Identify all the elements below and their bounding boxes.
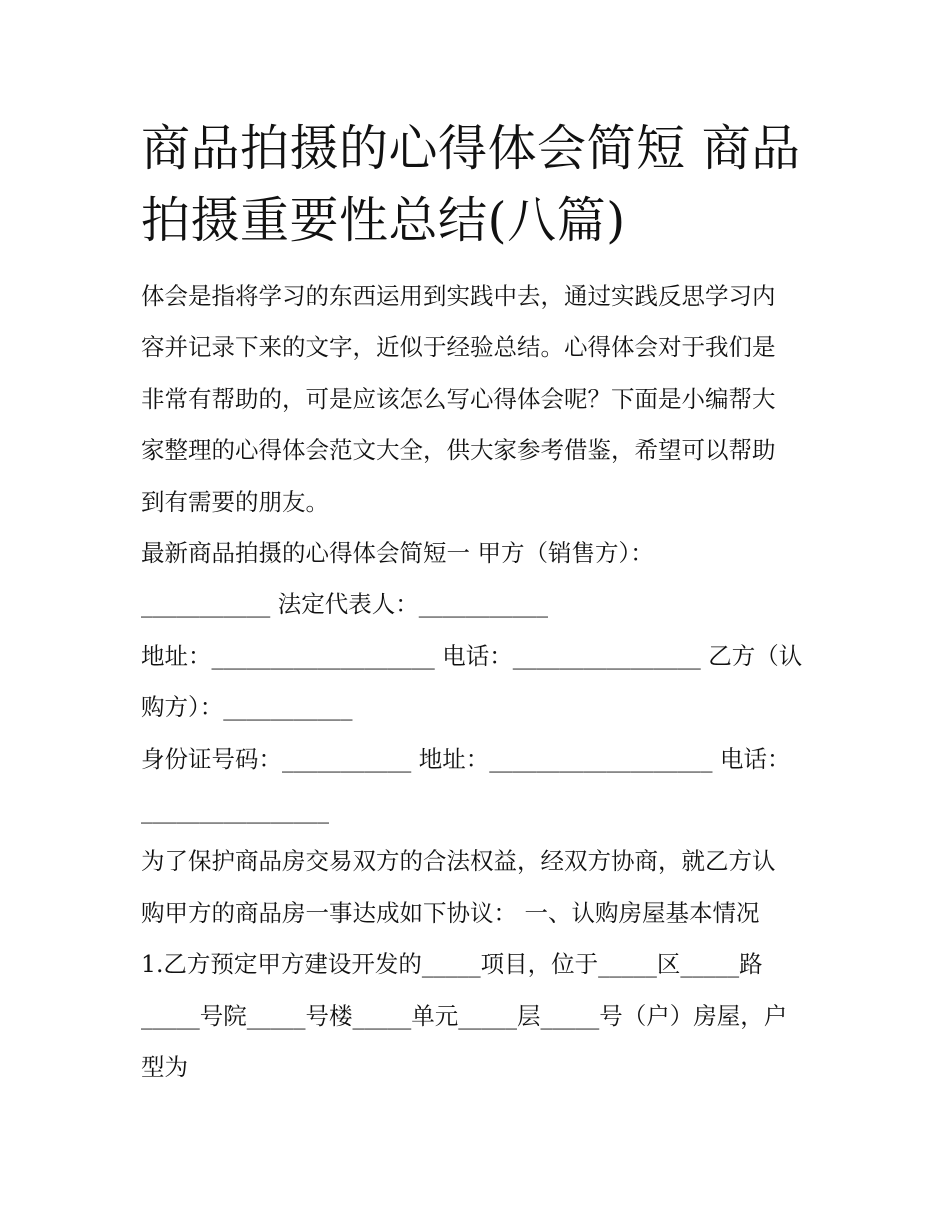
party-b-id-line: 身份证号码：___________ 地址：___________________ 电话： ________________ [141, 744, 791, 825]
representative-line: ___________ 法定代表人：___________ [141, 590, 548, 619]
document-body [141, 271, 813, 1094]
document-content [141, 113, 813, 1094]
intro-paragraph: 体会是指将学习的东西运用到实践中去，通过实践反思学习内 容并记录下来的文字，近似于经验总结。心得体会对于我们是 非常有帮助的，可是应该怎么写心得体会呢？下面是小编帮大 家整理的心得体会范文大全，供大家参考借鉴，希望可以帮助 到有需要的朋友。 [141, 282, 776, 516]
clause-1: 1.乙方预定甲方建设开发的_____项目，位于_____区_____路 _____号院_____号楼_____单元_____层_____号（户）房屋，户 型为 [141, 950, 788, 1082]
party-a-contact-line: 地址：___________________ 电话：________________ 乙方（认 购方）：___________ [141, 641, 803, 722]
document-title: 商品拍摄的心得体会简短 商品 拍摄重要性总结(八篇) [141, 120, 801, 249]
agreement-preamble: 为了保护商品房交易双方的合法权益，经双方协商，就乙方认 购甲方的商品房一事达成如下协议： 一、认购房屋基本情况 [141, 847, 776, 927]
section-heading-line: 最新商品拍摄的心得体会简短一 甲方（销售方）： [141, 539, 654, 568]
